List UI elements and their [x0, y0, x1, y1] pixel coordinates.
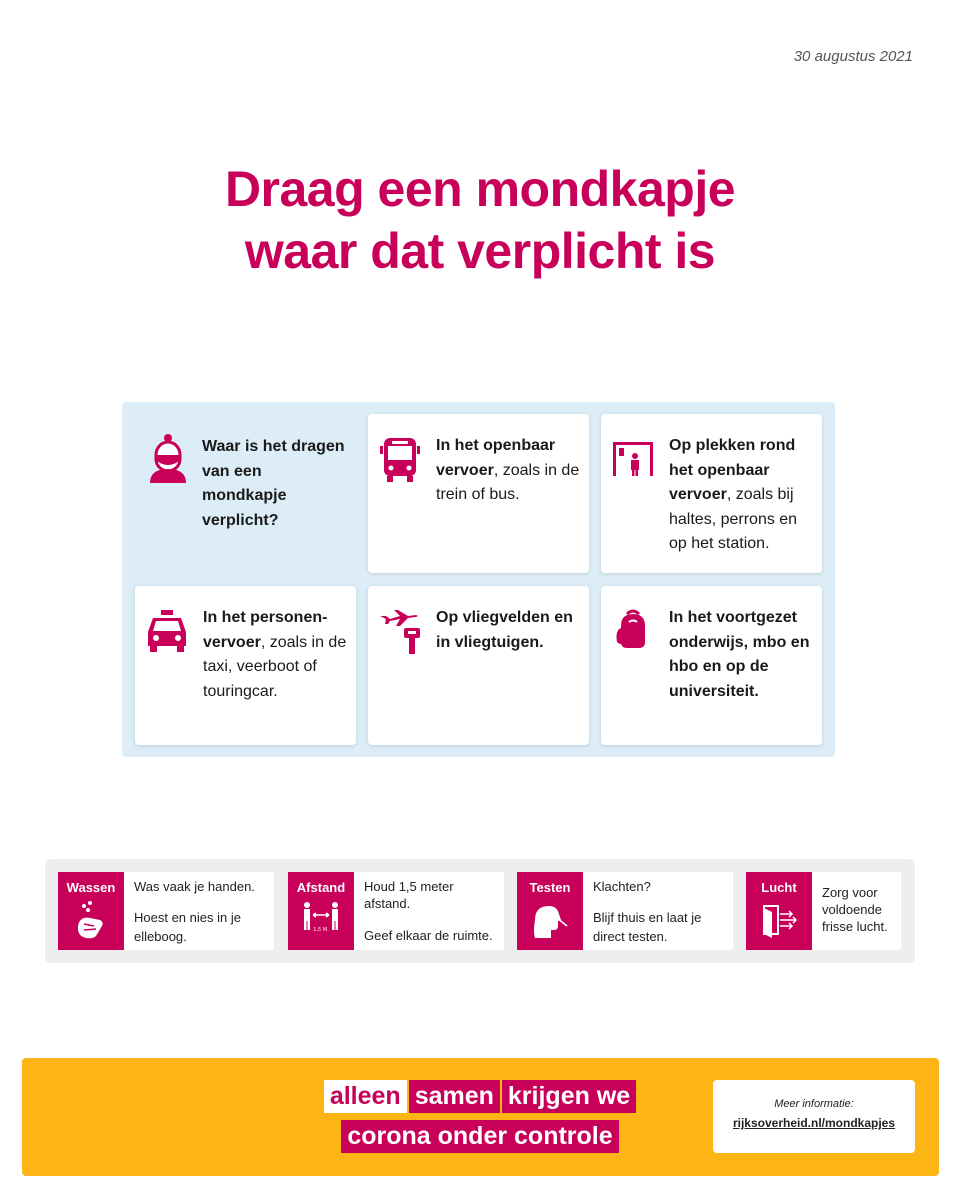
intro-text: Waar is het dragen van een mondkapje verplicht? — [202, 438, 345, 529]
card-onderwijs — [601, 586, 822, 745]
title-line-2: waar dat verplicht is — [244, 223, 716, 279]
card-halte — [601, 414, 822, 573]
card-bold: In het personen-vervoer — [203, 609, 328, 651]
tip-line-1: Houd 1,5 meter afstand. — [364, 879, 454, 911]
card-text — [436, 434, 582, 508]
slogan-line-2: corona onder controle — [341, 1120, 618, 1153]
person-mask-icon — [148, 433, 192, 483]
tip-line-2: Blijf thuis en laat je direct testen. — [593, 910, 702, 944]
tip-tab — [58, 872, 124, 950]
tip-tab — [746, 872, 812, 950]
title-line-1: Draag een mondkapje — [224, 161, 736, 217]
tip-label: Lucht — [761, 880, 797, 895]
card-bold: Op vliegvelden en in vliegtuigen. — [436, 609, 573, 651]
card-bold: In het voortgezet onderwijs, mbo en hbo en op de universiteit. — [669, 609, 810, 700]
card-rest: , zoals in de trein of bus. — [436, 461, 580, 503]
distance-icon — [302, 900, 340, 940]
taxi-icon — [145, 606, 189, 656]
card-vliegvelden — [368, 586, 589, 745]
bus-stop-icon — [611, 434, 655, 484]
hand-wash-icon — [72, 900, 110, 940]
slogan-word-samen: samen — [409, 1080, 500, 1113]
card-personenvervoer — [135, 586, 356, 745]
tip-line-1: Klachten? — [593, 879, 651, 894]
airplane-icon — [378, 606, 422, 656]
tip-lucht — [746, 872, 901, 950]
card-rest: , zoals bij haltes, perrons en op het station. — [669, 486, 798, 552]
bus-icon — [378, 434, 422, 484]
tip-line-2: Geef elkaar de ruimte. — [364, 928, 493, 943]
info-label: Meer informatie: — [774, 1098, 854, 1110]
info-link[interactable]: rijksoverheid.nl/mondkapjes — [732, 1116, 896, 1130]
card-text — [669, 434, 815, 557]
card-bold: In het openbaar vervoer — [436, 437, 556, 479]
tip-tab — [288, 872, 354, 950]
card-bold: Op plekken rond het openbaar vervoer — [669, 437, 796, 503]
backpack-icon — [611, 606, 655, 656]
tip-afstand — [288, 872, 504, 950]
info-box — [713, 1080, 915, 1153]
tip-label: Testen — [529, 880, 571, 895]
intro-block — [148, 433, 358, 529]
slogan-word-alleen: alleen — [324, 1080, 407, 1113]
tip-testen — [517, 872, 733, 950]
card-text — [436, 606, 582, 655]
card-openbaar-vervoer — [368, 414, 589, 573]
window-air-icon — [760, 900, 798, 940]
page-title — [0, 158, 960, 282]
tip-tab — [517, 872, 583, 950]
card-text — [669, 606, 815, 704]
tip-line-2: Zorg voor voldoende frisse lucht. — [822, 885, 888, 934]
slogan-word-krijgen-we: krijgen we — [502, 1080, 636, 1113]
tip-wassen — [58, 872, 274, 950]
distance-badge: 1,5 M. — [313, 927, 329, 933]
test-swab-icon — [531, 900, 569, 940]
tip-label: Afstand — [296, 880, 346, 895]
tip-label: Wassen — [66, 880, 116, 895]
date: 30 augustus 2021 — [793, 48, 913, 65]
tip-line-2: Hoest en nies in je elleboog. — [134, 910, 241, 944]
card-rest: , zoals in de taxi, veerboot of touringcar. — [203, 633, 347, 700]
tip-line-1: Was vaak je handen. — [134, 879, 255, 894]
card-text — [203, 606, 349, 704]
